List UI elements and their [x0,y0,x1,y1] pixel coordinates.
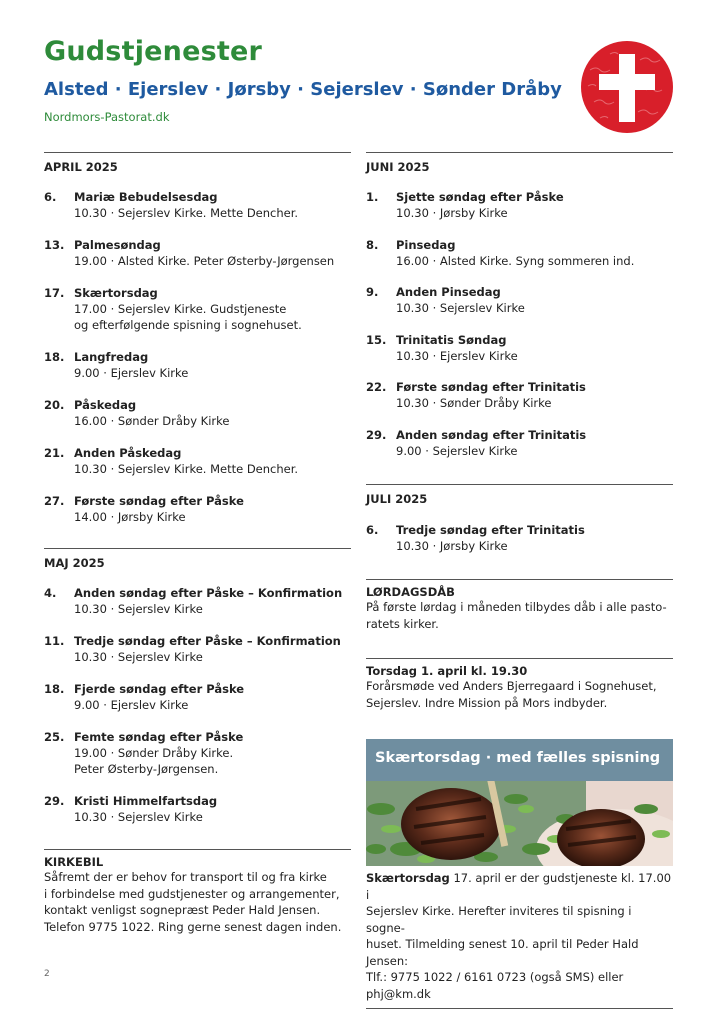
entry-day: 25. [44,730,65,744]
list-item [44,585,351,633]
entry-name: Anden Pinsedag [396,285,501,299]
entry-name: Trinitatis Søndag [396,332,507,347]
torsdag-line: Sejerslev. Indre Mission på Mors indbyder. [366,695,608,710]
page-title: Gudstjenester [44,36,262,67]
entry-day: 15. [366,332,387,347]
list-item [44,237,351,285]
entry-day: 11. [44,634,65,648]
entry-detail: 16.00 · Sønder Dråby Kirke [74,414,230,428]
entry-detail: 9.00 · Sejerslev Kirke [396,443,518,458]
list-item [44,445,351,493]
entry-name: Skærtorsdag [74,286,158,300]
list-item [44,397,351,445]
list-item [44,729,351,793]
month-heading-juni: JUNI 2025 [366,160,430,174]
entry-detail: 17.00 · Sejerslev Kirke. Gudstjeneste [74,302,287,316]
skaertorsdag-first-line: 17. april er der gudstjeneste kl. 17.00 i [366,871,672,902]
juni-entries [366,189,673,467]
skaertorsdag-line: huset. Tilmelding senest 10. april til Peder Hald Jensen: [366,937,639,968]
maj-entries [44,585,351,833]
list-item [366,379,673,427]
entry-name: Sjette søndag efter Påske [396,190,564,204]
entry-name: Femte søndag efter Påske [74,730,244,744]
photo-banner-title: Skærtorsdag · med fælles spisning [375,750,661,766]
entry-detail: 9.00 · Ejerslev Kirke [74,698,189,712]
entry-detail: 10.30 · Sejerslev Kirke [74,602,203,616]
skaertorsdag-box [366,870,673,1009]
list-item [366,332,673,380]
juli-section [366,484,673,506]
entry-detail: og efterfølgende spisning i sognehuset. [74,318,302,332]
food-photo [366,739,673,866]
list-item [44,189,351,237]
entry-detail: 10.30 · Ejerslev Kirke [396,348,518,363]
kirkebil-box [44,849,351,935]
torsdag-title: Torsdag 1. april kl. 19.30 [366,664,528,678]
entry-detail: 10.30 · Sejerslev Kirke. Mette Dencher. [74,206,299,220]
april-entries [44,189,351,533]
skaertorsdag-line: Sejerslev Kirke. Herefter inviteres til spisning i sogne- [366,904,632,935]
entry-detail: 16.00 · Alsted Kirke. Syng sommeren ind. [396,253,635,268]
list-item [366,427,673,467]
torsdag-line: Forårsmøde ved Anders Bjerregaard i Sognehuset, [366,679,657,693]
entry-name: Påskedag [74,398,137,412]
entry-name: Langfredag [74,350,149,364]
entry-detail: 10.30 · Sejerslev Kirke. Mette Dencher. [74,462,299,476]
entry-detail: Peter Østerby-Jørgensen. [74,762,219,776]
entry-day: 8. [366,237,379,252]
list-item [366,284,673,332]
kirkebil-line: Såfremt der er behov for transport til og fra kirke [44,870,327,884]
entry-day: 18. [44,682,65,696]
entry-name: Mariæ Bebudelsesdag [74,190,218,204]
entry-name: Tredje søndag efter Påske – Konfirmation [74,634,341,648]
list-item [366,237,673,285]
kirkebil-line: i forbindelse med gudstjenester og arrangementer, [44,886,340,901]
entry-detail: 9.00 · Ejerslev Kirke [74,366,189,380]
entry-day: 29. [366,427,387,442]
april-section [44,152,351,174]
entry-detail: 10.30 · Sønder Dråby Kirke [396,396,552,410]
list-item [44,493,351,533]
entry-day: 18. [44,350,65,364]
entry-day: 22. [366,380,387,394]
entry-name: Pinsedag [396,237,456,252]
maj-section [44,548,351,570]
skaertorsdag-line: Tlf.: 9775 1022 / 6161 0723 (også SMS) eller phj@km.dk [366,970,624,1001]
entry-detail: 10.30 · Sejerslev Kirke [74,650,203,664]
list-item [44,349,351,397]
month-heading-juli: JULI 2025 [366,492,428,506]
entry-name: Tredje søndag efter Trinitatis [396,523,585,537]
entry-detail: 10.30 · Sejerslev Kirke [74,810,203,824]
list-item [44,681,351,729]
page-number: 2 [44,969,50,979]
month-heading-maj: MAJ 2025 [44,556,105,570]
photo-banner [366,739,673,781]
entry-name: Anden søndag efter Trinitatis [396,427,587,442]
month-heading-april: APRIL 2025 [44,160,118,174]
entry-day: 29. [44,794,65,808]
entry-day: 13. [44,238,65,252]
juli-entries [366,522,673,562]
entry-name: Kristi Himmelfartsdag [74,794,218,808]
entry-day: 21. [44,446,65,460]
entry-detail: 19.00 · Alsted Kirke. Peter Østerby-Jørgensen [74,254,335,268]
entry-detail: 19.00 · Sønder Dråby Kirke. [74,746,234,760]
entry-detail: 10.30 · Jørsby Kirke [396,539,508,553]
entry-day: 6. [44,190,57,204]
entry-detail: 10.30 · Jørsby Kirke [396,206,508,220]
entry-day: 9. [366,285,379,299]
lordagsdab-line: ratets kirker. [366,616,439,631]
list-item [44,285,351,349]
entry-detail: 14.00 · Jørsby Kirke [74,510,186,524]
entry-day: 4. [44,586,57,600]
list-item [366,522,673,562]
lordagsdab-box [366,579,673,632]
list-item [44,793,351,833]
skaertorsdag-line [366,870,673,903]
entry-day: 17. [44,286,65,300]
entry-name: Palmesøndag [74,238,161,252]
kirkebil-line: kontakt venligst sognepræst Peder Hald Jensen. [44,903,321,917]
kirkebil-line: Telefon 9775 1022. Ring gerne senest dagen inden. [44,919,342,934]
entry-day: 6. [366,523,379,537]
entry-day: 1. [366,190,379,204]
entry-name: Fjerde søndag efter Påske [74,682,245,696]
entry-day: 20. [44,398,65,412]
list-item [44,633,351,681]
lordagsdab-title: LØRDAGSDÅB [366,585,455,599]
entry-name: Anden søndag efter Påske – Konfirmation [74,586,343,600]
entry-name: Første søndag efter Trinitatis [396,380,586,394]
entry-name: Anden Påskedag [74,446,182,460]
lordagsdab-line: På første lørdag i måneden tilbydes dåb i alle pasto- [366,600,667,614]
website-link[interactable]: Nordmors-Pastorat.dk [44,110,170,124]
list-item [366,189,673,237]
cross-icon [580,40,674,134]
juni-section [366,152,673,174]
entry-detail: 10.30 · Sejerslev Kirke [396,301,525,315]
parishes-subtitle: Alsted · Ejerslev · Jørsby · Sejerslev · Sønder Dråby [44,79,562,100]
entry-day: 27. [44,494,65,508]
skaertorsdag-lead: Skærtorsdag [366,871,450,885]
kirkebil-title: KIRKEBIL [44,855,104,869]
torsdag-box [366,658,673,711]
entry-name: Første søndag efter Påske [74,494,244,508]
